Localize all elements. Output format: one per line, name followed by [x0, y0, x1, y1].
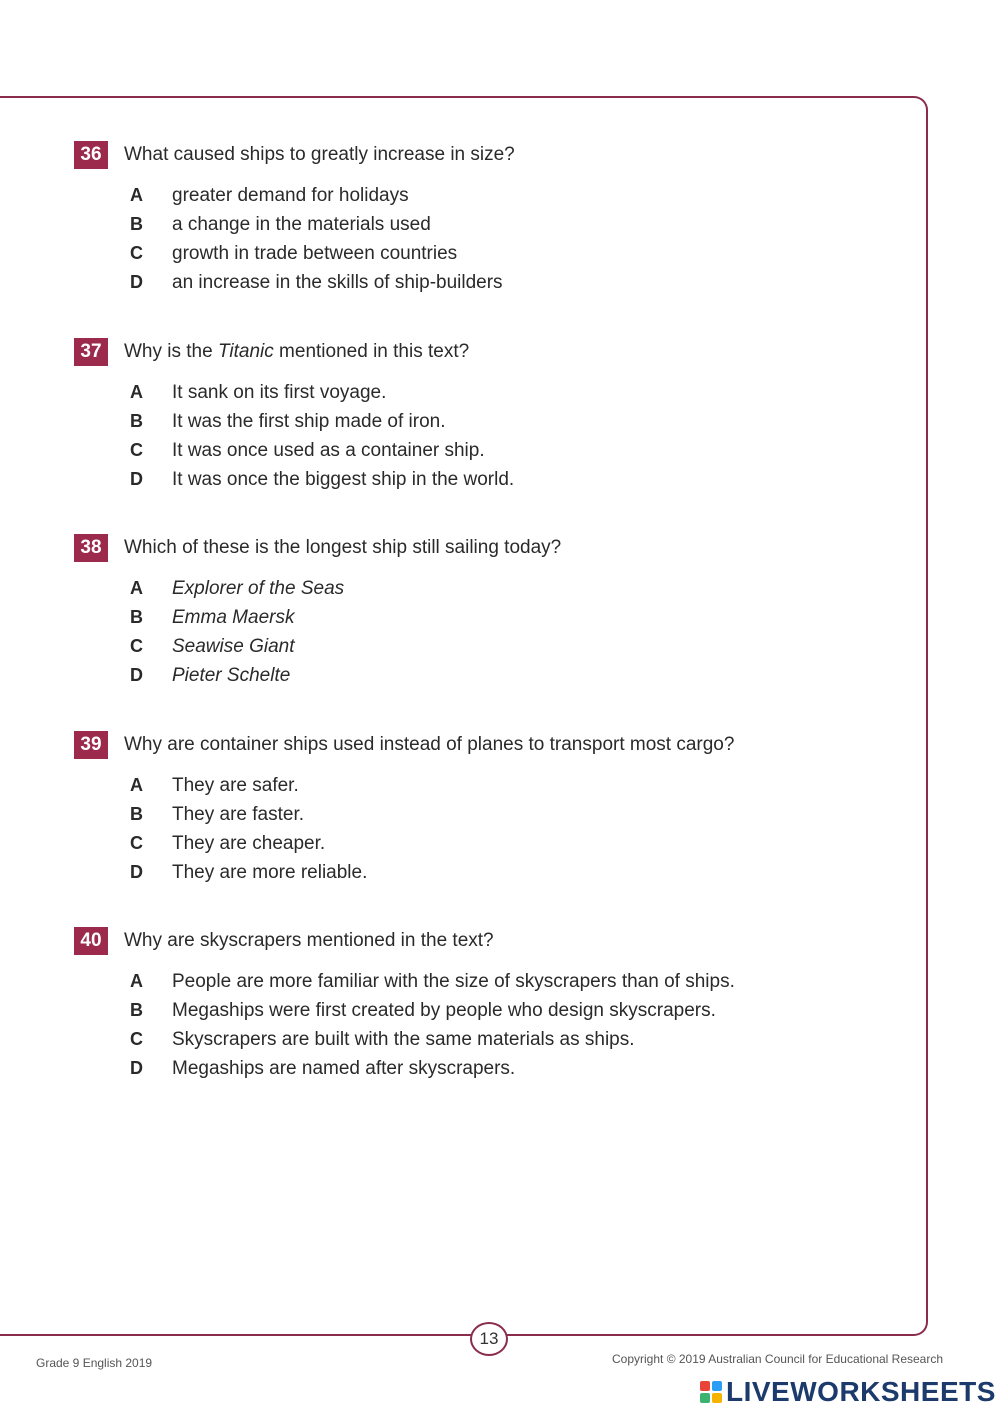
option-text: Seawise Giant: [172, 635, 295, 657]
option-d[interactable]: [130, 661, 874, 690]
option-d[interactable]: [130, 858, 874, 887]
page-number: 13: [470, 1322, 508, 1356]
option-letter: B: [130, 214, 143, 234]
footer-grade-label: Grade 9 English 2019: [36, 1356, 153, 1370]
question-number: 40: [74, 927, 108, 955]
option-text: growth in trade between countries: [172, 242, 458, 264]
question-text: Why is the Titanic mentioned in this text?: [124, 341, 470, 362]
option-c[interactable]: [130, 239, 874, 268]
option-letter: D: [130, 272, 143, 292]
option-text: They are safer.: [172, 774, 299, 796]
option-letter: B: [130, 1000, 143, 1020]
option-d[interactable]: [130, 1054, 874, 1083]
option-letter: C: [130, 440, 143, 460]
question-37: [74, 338, 874, 494]
logo-grid-icon: [700, 1381, 722, 1403]
option-text: They are faster.: [172, 803, 305, 825]
question-number: 36: [74, 141, 108, 169]
question-text: Why are container ships used instead of planes to transport most cargo?: [124, 734, 735, 755]
logo-text: LIVEWORKSHEETS: [726, 1376, 996, 1407]
footer-copyright: Copyright © 2019 Australian Council for Educational Research: [612, 1352, 944, 1366]
question-text: Why are skyscrapers mentioned in the text?: [124, 930, 494, 951]
question-text: Which of these is the longest ship still sailing today?: [124, 537, 562, 558]
option-c[interactable]: [130, 1025, 874, 1054]
option-a[interactable]: [130, 771, 874, 800]
option-d[interactable]: [130, 465, 874, 494]
option-text: Megaships are named after skyscrapers.: [172, 1057, 516, 1079]
option-letter: A: [130, 775, 143, 795]
option-text: an increase in the skills of ship-builders: [172, 271, 503, 293]
option-c[interactable]: [130, 436, 874, 465]
option-b[interactable]: [130, 996, 874, 1025]
option-b[interactable]: [130, 210, 874, 239]
question-38: [74, 534, 874, 690]
option-text: They are cheaper.: [172, 832, 326, 854]
option-b[interactable]: [130, 603, 874, 632]
option-letter: A: [130, 382, 143, 402]
option-a[interactable]: [130, 967, 874, 996]
question-number: 37: [74, 338, 108, 366]
option-text: Emma Maersk: [172, 606, 295, 628]
option-a[interactable]: [130, 574, 874, 603]
question-40: [74, 927, 874, 1083]
option-letter: B: [130, 607, 143, 627]
option-c[interactable]: [130, 632, 874, 661]
question-text: What caused ships to greatly increase in size?: [124, 144, 515, 165]
option-text: Megaships were first created by people who design skyscrapers.: [172, 999, 716, 1021]
option-letter: C: [130, 1029, 143, 1049]
option-text: It was once used as a container ship.: [172, 439, 485, 461]
option-text: Pieter Schelte: [172, 664, 291, 686]
option-letter: B: [130, 411, 143, 431]
option-text: It was the first ship made of iron.: [172, 410, 446, 432]
ship-name-titanic: Titanic: [217, 341, 274, 362]
question-number: 38: [74, 534, 108, 562]
option-a[interactable]: [130, 181, 874, 210]
option-letter: A: [130, 185, 143, 205]
liveworksheets-logo: [700, 1376, 996, 1408]
option-letter: D: [130, 862, 143, 882]
option-b[interactable]: [130, 407, 874, 436]
option-letter: D: [130, 1058, 143, 1078]
option-b[interactable]: [130, 800, 874, 829]
option-text: a change in the materials used: [172, 213, 431, 235]
option-letter: D: [130, 469, 143, 489]
option-letter: A: [130, 971, 143, 991]
option-text: Skyscrapers are built with the same materials as ships.: [172, 1028, 635, 1050]
option-text: Explorer of the Seas: [172, 577, 345, 599]
option-d[interactable]: [130, 268, 874, 297]
option-text: It sank on its first voyage.: [172, 381, 387, 403]
option-text: greater demand for holidays: [172, 184, 409, 206]
option-letter: D: [130, 665, 143, 685]
option-text: People are more familiar with the size of skyscrapers than of ships.: [172, 970, 735, 992]
option-letter: C: [130, 833, 143, 853]
option-letter: A: [130, 578, 143, 598]
question-36: [74, 141, 874, 297]
option-letter: C: [130, 243, 143, 263]
option-text: They are more reliable.: [172, 861, 368, 883]
option-c[interactable]: [130, 829, 874, 858]
question-39: [74, 731, 874, 887]
option-text: It was once the biggest ship in the world.: [172, 468, 515, 490]
option-a[interactable]: [130, 378, 874, 407]
option-letter: C: [130, 636, 143, 656]
question-number: 39: [74, 731, 108, 759]
option-letter: B: [130, 804, 143, 824]
